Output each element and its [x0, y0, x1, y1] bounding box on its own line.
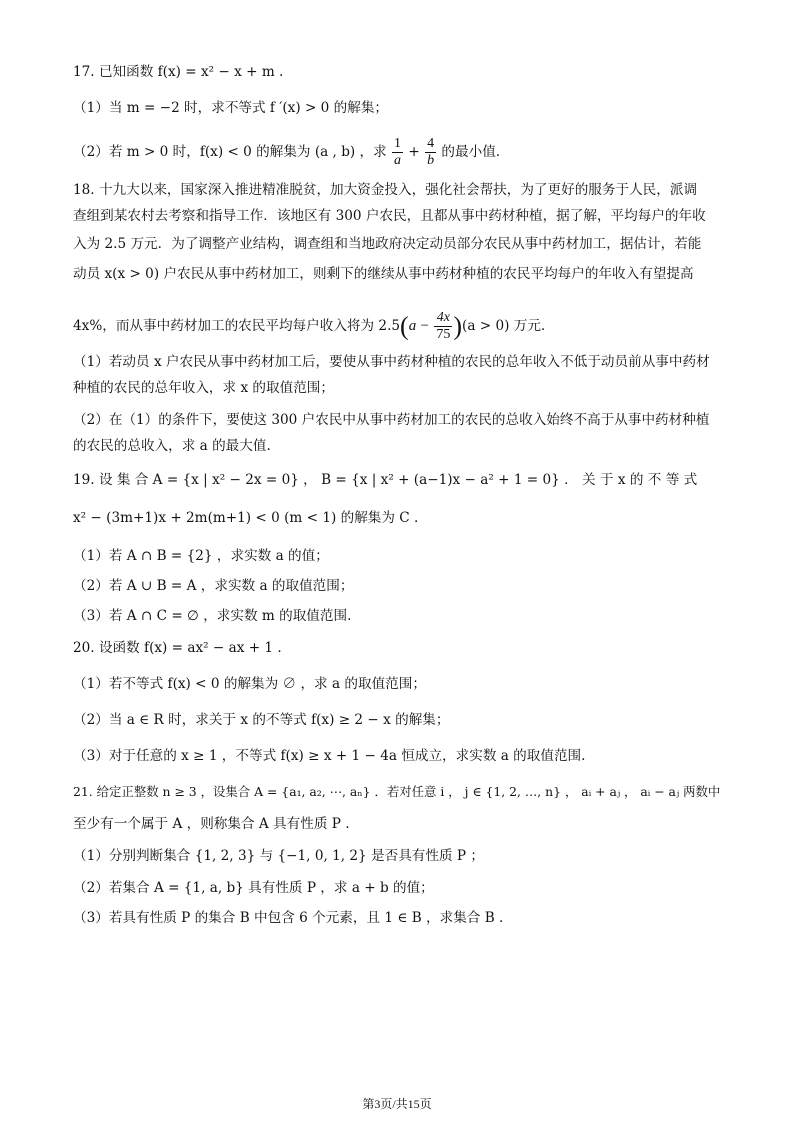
- q20-stem: 20. 设函数 f(x) = ax² − ax + 1 .: [73, 640, 282, 656]
- fraction-4-over-b: $\frac{4}{b}$: [427, 136, 435, 168]
- q18-line2: 查组到某农村去考察和指导工作．该地区有 300 户农民，且都从事中药材种植，据了解，平均每户的年收: [73, 208, 706, 224]
- q20-part3: （3）对于任意的 x ≥ 1 ，不等式 f(x) ≥ x + 1 − 4a 恒成立，求实数 a 的取值范围.: [73, 748, 586, 764]
- q17-part2: （2）若 m > 0 时，f(x) < 0 的解集为 (a , b) ，求 $\frac{1}{a}$ + $\frac{4}{b}$ 的最小值.: [73, 136, 501, 168]
- q21-stem-line1: 21. 给定正整数 n ≥ 3 ，设集合 A = {a₁, a₂, ⋯, aₙ} ．若对任意 i ， j ∈ {1, 2, …, n} ， aᵢ + aⱼ ， aᵢ − aⱼ 两数中: [73, 784, 721, 799]
- q20-part1: （1）若不等式 f(x) < 0 的解集为 ∅ ，求 a 的取值范围；: [73, 676, 426, 692]
- q19-stem-line2: x² − (3m+1)x + 2m(m+1) < 0 (m < 1) 的解集为 C .: [73, 510, 419, 526]
- q18-part2-line1: （2）在（1）的条件下，要使这 300 户农民中从事中药材加工的农民的总收入始终不高于从事中药材种植: [73, 412, 710, 428]
- q21-part2: （2）若集合 A = {1, a, b} 具有性质 P ，求 a + b 的值；: [73, 880, 434, 896]
- q21-part3: （3）若具有性质 P 的集合 B 中包含 6 个元素，且 1 ∈ B ，求集合 B .: [73, 910, 504, 926]
- q18-line5-text: 4x%，而从事中药材加工的农民平均每户收入将为 2.5: [73, 318, 401, 334]
- q19-part1: （1）若 A ∩ B = {2} ，求实数 a 的值；: [73, 548, 329, 564]
- q21-part1: （1）分别判断集合 {1, 2, 3} 与 {−1, 0, 1, 2} 是否具有性质 P ；: [73, 848, 484, 864]
- q19-part2: （2）若 A ∪ B = A ，求实数 a 的取值范围；: [73, 578, 354, 594]
- q18-line4: 动员 x(x > 0) 户农民从事中药材加工，则剩下的继续从事中药材种植的农民平均每户的年收入有望提高: [73, 266, 694, 282]
- q20-part2: （2）当 a ∈ R 时，求关于 x 的不等式 f(x) ≥ 2 − x 的解集；: [73, 712, 450, 728]
- q18-part1-line1: （1）若动员 x 户农民从事中药材加工后，要使从事中药材种植的农民的总年收入不低于动员前从事中药材: [73, 354, 710, 370]
- q18-part1-line2: 种植的农民的总年收入，求 x 的取值范围；: [73, 380, 334, 396]
- q17-stem: 17. 已知函数 f(x) = x² − x + m .: [73, 64, 284, 80]
- q17-part1: （1）当 m = −2 时，求不等式 f ′(x) > 0 的解集；: [73, 100, 389, 116]
- q17-part2-text: （2）若 m > 0 时，f(x) < 0 的解集为 (a , b) ，求: [73, 144, 387, 160]
- q18-line1: 18. 十九大以来，国家深入推进精准脱贫，加大资金投入，强化社会帮扶，为了更好的服务于人民，派调: [73, 182, 698, 198]
- page-number: 第3页/共15页: [362, 1097, 432, 1111]
- q19-part3: （3）若 A ∩ C = ∅ ，求实数 m 的取值范围.: [73, 608, 352, 624]
- fraction-4x-over-75: $\frac{4x}{75}$: [436, 310, 451, 342]
- q17-part2-tail: 的最小值.: [441, 144, 501, 160]
- q18-line5: 4x%，而从事中药材加工的农民平均每户收入将为 2.5(a − $\frac{4x}{75}$ )(a > 0) 万元.: [73, 310, 546, 342]
- q18-line3: 入为 2.5 万元．为了调整产业结构，调查组和当地政府决定动员部分农民从事中药材加工，据估计，若能: [73, 236, 702, 252]
- q21-stem-line2: 至少有一个属于 A ，则称集合 A 具有性质 P .: [73, 816, 350, 832]
- q19-stem-line1: 19. 设 集 合 A = {x | x² − 2x = 0} ， B = {x | x² + (a−1)x − a² + 1 = 0} ． 关 于 x 的 不 等 式: [73, 472, 698, 488]
- q18-line5-tail: (a > 0) 万元.: [462, 318, 546, 334]
- q18-part2-line2: 的农民的总收入，求 a 的最大值.: [73, 438, 271, 454]
- fraction-1-over-a: $\frac{1}{a}$: [394, 136, 402, 168]
